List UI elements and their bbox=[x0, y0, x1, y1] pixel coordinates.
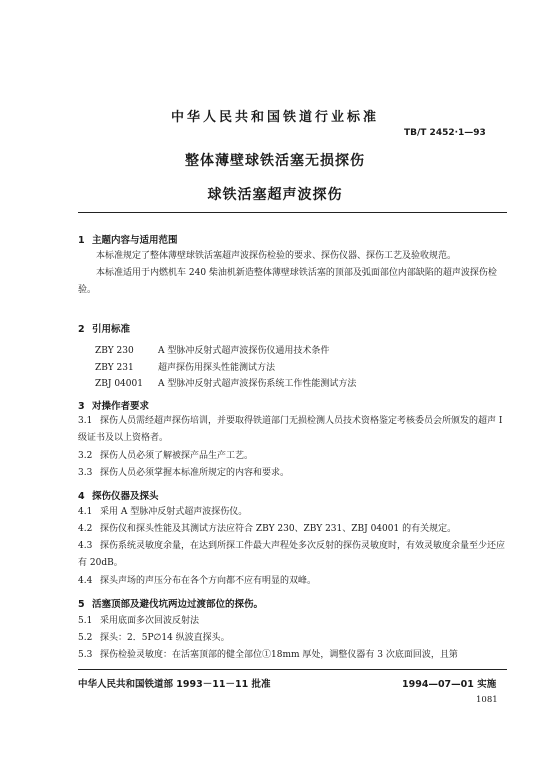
clause-number: 3.2 bbox=[78, 451, 93, 461]
reference-row bbox=[95, 376, 356, 389]
clause-text: 探伤人员必须了解被探产品生产工艺。 bbox=[100, 451, 254, 461]
clause-3-3 bbox=[78, 465, 507, 482]
clause-4-3 bbox=[78, 538, 507, 572]
clause-text: 探伤人员需经超声探伤培训，并要取得铁道部门无损检测人员技术资格鉴定考核委员会所颁发的超声 I 级证书及以上资格者。 bbox=[78, 416, 503, 443]
approval-line: 中华人民共和国铁道部 1993－11－11 批准 bbox=[78, 679, 271, 690]
clause-text: 探头声场的声压分布在各个方向都不应有明显的双峰。 bbox=[100, 576, 317, 586]
paragraph: 本标准适用于内燃机车 240 柴油机新造整体薄壁球铁活塞的顶部及弧面部位内部缺陷的超声波探伤检验。 bbox=[78, 268, 497, 295]
reference-code: ZBJ 04001 bbox=[95, 379, 143, 389]
reference-row bbox=[95, 360, 275, 373]
section-5-heading bbox=[78, 596, 263, 610]
clause-number: 3.1 bbox=[78, 416, 93, 426]
section-number: 4 bbox=[78, 491, 85, 502]
clause-4-4 bbox=[78, 573, 507, 590]
section-title: 引用标准 bbox=[92, 324, 131, 335]
clause-text: 探伤仪和探头性能及其测试方法应符合 ZBY 230、ZBY 231、ZBJ 04001 的有关规定。 bbox=[100, 524, 457, 534]
clause-number: 4.1 bbox=[78, 507, 93, 517]
reference-title: A 型脉冲反射式超声波探伤仪通用技术条件 bbox=[158, 346, 330, 356]
implementation-date: 1994—07—01 实施 bbox=[402, 679, 497, 690]
bottom-divider bbox=[78, 669, 507, 670]
section-number: 1 bbox=[78, 235, 85, 246]
section-title: 主题内容与适用范围 bbox=[92, 235, 178, 246]
section-1-heading bbox=[78, 232, 178, 246]
clause-number: 4.2 bbox=[78, 524, 93, 534]
paragraph: 本标准规定了整体薄壁球铁活塞超声波探伤检验的要求、探伤仪器、探伤工艺及验收规范。 bbox=[96, 251, 457, 261]
clause-number: 5.1 bbox=[78, 616, 93, 626]
section-number: 3 bbox=[78, 401, 85, 412]
section-1-body bbox=[78, 248, 507, 299]
standard-header-title: 中华人民共和国铁道行业标准 bbox=[170, 110, 379, 125]
clause-3-2 bbox=[78, 448, 507, 465]
section-title: 探伤仪器及探头 bbox=[92, 491, 159, 502]
clause-4-2 bbox=[78, 521, 507, 538]
clause-5-2 bbox=[78, 630, 507, 647]
clause-text: 采用 A 型脉冲反射式超声波探伤仪。 bbox=[100, 507, 248, 517]
document-title: 整体薄壁球铁活塞无损探伤 bbox=[185, 153, 365, 169]
clause-number: 5.3 bbox=[78, 650, 93, 660]
section-2-heading bbox=[78, 321, 130, 335]
clause-text: 探伤检验灵敏度：在活塞顶部的健全部位①18mm 厚处，调整仪器有 3 次底面回波，且第 bbox=[100, 650, 458, 660]
standard-code: TB/T 2452·1—93 bbox=[404, 128, 486, 138]
document-subtitle: 球铁活塞超声波探伤 bbox=[207, 187, 343, 203]
clause-4-1 bbox=[78, 504, 507, 521]
clause-text: 探伤系统灵敏度余量，在达到所探工件最大声程处多次反射的探伤灵敏度时，有效灵敏度余量至少还应有 20dB。 bbox=[78, 541, 506, 568]
reference-code: ZBY 231 bbox=[95, 363, 134, 373]
clause-number: 5.2 bbox=[78, 633, 93, 643]
section-number: 5 bbox=[78, 599, 85, 610]
reference-code: ZBY 230 bbox=[95, 346, 134, 356]
section-3-heading bbox=[78, 398, 149, 412]
clause-text: 采用底面多次回波反射法 bbox=[100, 616, 200, 626]
reference-title: 超声探伤用探头性能测试方法 bbox=[158, 363, 276, 373]
section-title: 对操作者要求 bbox=[92, 401, 150, 412]
clause-number: 4.3 bbox=[78, 541, 93, 551]
clause-number: 3.3 bbox=[78, 468, 93, 478]
section-number: 2 bbox=[78, 324, 85, 335]
section-title: 活塞顶部及避伐坑两边过渡部位的探伤。 bbox=[92, 599, 264, 610]
clause-text: 探头：2．5P∅14 纵波直探头。 bbox=[100, 633, 230, 643]
page-number: 1081 bbox=[476, 695, 498, 705]
clause-text: 探伤人员必须掌握本标准所规定的内容和要求。 bbox=[100, 468, 290, 478]
section-4-heading bbox=[78, 488, 159, 502]
clause-5-1 bbox=[78, 613, 507, 630]
reference-title: A 型脉冲反射式超声波探伤系统工作性能测试方法 bbox=[158, 379, 357, 389]
reference-row bbox=[95, 343, 329, 356]
clause-number: 4.4 bbox=[78, 576, 93, 586]
clause-3-1 bbox=[78, 413, 507, 447]
top-divider bbox=[78, 212, 507, 213]
clause-5-3 bbox=[78, 647, 507, 664]
